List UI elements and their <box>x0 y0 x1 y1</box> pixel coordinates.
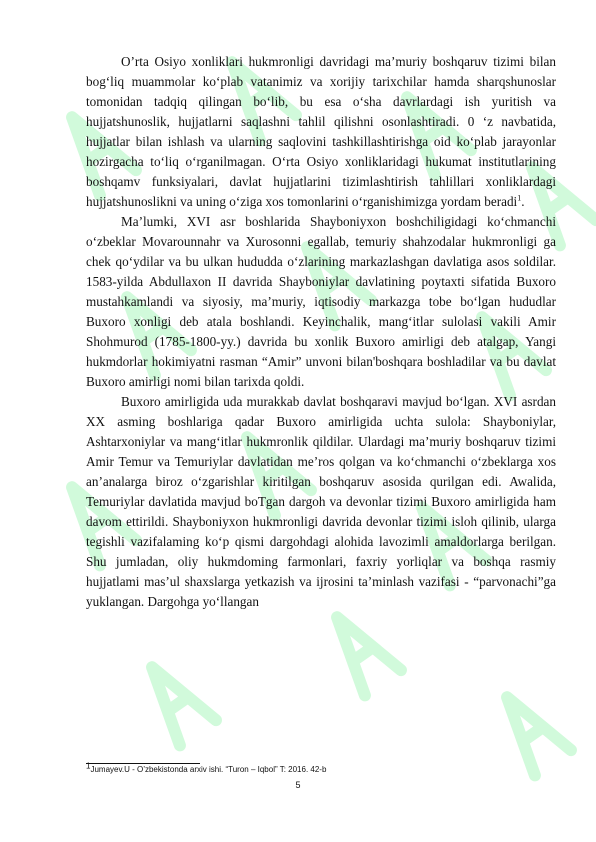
footnote-text: Jumayev.U - O’zbekistonda arxiv ishi. “Turon – Iqbol” T: 2016. 42-b <box>90 765 327 774</box>
paragraph-1: O’rta Osiyo xonliklari hukmronligi davridagi ma’muriy boshqaruv tizimi bilan bog‘liq muammolar ko‘plab vatanimiz va xorijiy tarixchilar hamda sharqshunoslar tomonidan tadqiq qilingan bo‘lib, bu esa o‘sha davrlardagi ish yuritish va hujjatshunoslik, hujjatlarni saqlashni tahlil qilishni osonlashtiradi. 0 ‘z navbatida, hujjatlar bilan ishlash va ularning saqlovini tashkillashtirishga oid ko‘plab jarayonlar hozirgacha to‘liq o‘rganilmagan. O‘rta Osiyo xonliklaridagi hukumat institutlarining boshqamv funksiyalari, davlat hujjatlarini tizimlashtirish tahlillari xonliklardagi hujjatshunoslikni va uning o‘ziga xos tomonlarini o‘rganishimizga yordam beradi$^1$. <box>86 54 556 209</box>
footnote <box>86 761 327 775</box>
document-body <box>86 52 556 612</box>
paragraph-2: Ma’lumki, XVI asr boshlarida Shayboniyxon boshchiligidagi ko‘chmanchi o‘zbeklar Movarounnahr va Xurosonni egallab, temuriy shahzodalar hukmronligi ga chek qo‘ydilar va bu ulkan hududda o‘zlarining markazlashgan davlatiga asos soldilar. 1583-yilda Abdullaxon II davrida Shayboniylar davlatining poytaxti sifatida Buxoro mustahkamlandi va siyosiy, ma’muriy, iqtisodiy markazga tobe bo‘lgan hududlar Buxoro xonligi deb atala boshlandi. Keyinchalik, mang‘itlar sulolasi vakili Amir Shohmurod (1785-1800-yy.) davrida bu xonlik Buxoro amirligi deb atalgap, Yangi hukmdorlar hokimiyatni rasman “Amir” unvoni bilan'boshqara boshladilar va bu davlat Buxoro amirligi nomi bilan tarixda qoldi. <box>86 214 556 389</box>
page-number: 5 <box>295 780 301 790</box>
watermark-arrow-icon <box>489 685 571 776</box>
watermark-arrow-icon <box>319 605 401 696</box>
footnote-reference[interactable]: 1 <box>517 193 522 203</box>
watermark-arrow-icon <box>134 655 216 746</box>
footnote-divider <box>86 763 200 764</box>
paragraph-3: Buxoro amirligida uda murakkab davlat boshqaravi mavjud bo‘lgan. XVI asrdan XX asming boshlariga qadar Buxoro amirligida uchta sulola: Shayboniylar, Ashtarxoniylar va mang‘itlar hukmronlik qildilar. Ulardagi ma’muriy boshqaruv tizimi Amir Temur va Temuriylar davlatidan me’ros qolgan va ko‘chmanchi o‘zbeklarga xos an’analarga biroz o‘zgarishlar kiritilgan boshqaruv asosida qurilgan edi. Awalida, Temuriylar davlatida mavjud boTgan dargoh va devonlar tizimi Buxoro amirligida ham davom ettirildi. Shayboniyxon hukmronligi davrida devonlar tizimi isloh qilinib, ularga tegishli vazifalaming ko‘p qismi dargohdagi alohida lavozimli amaldorlarga berilgan. Shu jumladan, oliy hukmdoming farmonlari, faxriy yorliqlar va boshqa rasmiy hujjatlami mas’ul shaxslarga yetkazish va ijrosini ta’minlash vazifasi - “parvonachi”ga yuklangan. Dargohga yo‘llangan <box>86 394 556 609</box>
footnote-mark: 1 <box>86 761 91 771</box>
